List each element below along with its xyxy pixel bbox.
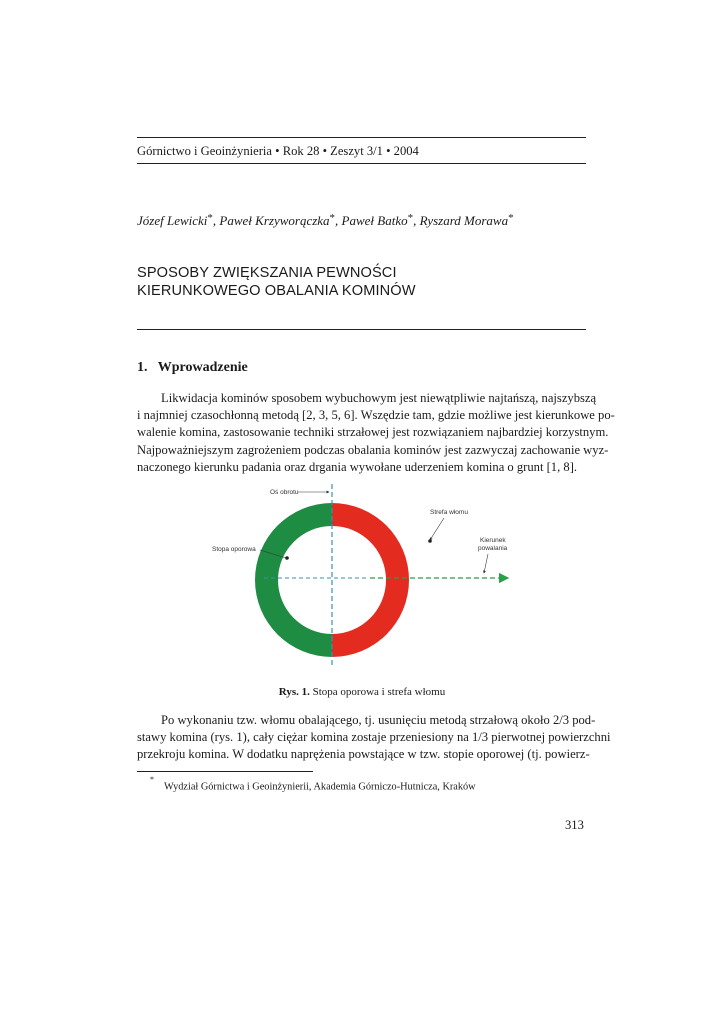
- support-label: Stopa oporowa: [212, 546, 256, 553]
- footnote-text: Wydział Górnictwa i Geoinżynierii, Akademia Górniczo-Hutnicza, Kraków: [164, 781, 476, 793]
- direction-pointer: [484, 554, 488, 573]
- paper-title: [137, 264, 416, 300]
- journal-header: Górnictwo i Geoinżynieria • Rok 28 • Zeszyt 3/1 • 2004: [137, 144, 419, 158]
- footnote: [150, 775, 476, 793]
- paragraph-line: Po wykonaniu tzw. włomu obalającego, tj. usunięciu metodą strzałową około 2/3 pod-: [161, 713, 596, 727]
- support-zone-ring: [255, 503, 332, 657]
- author-1-mark: *: [207, 212, 213, 224]
- paragraph-line: przekroju komina. W dodatku naprężenia powstające w tzw. stopie oporowej (tj. powierz-: [137, 747, 590, 762]
- caption-label: Rys. 1.: [278, 686, 310, 698]
- figure-caption: [0, 686, 724, 698]
- zone-label: Strefa włomu: [430, 509, 468, 516]
- zone-pointer: [430, 518, 444, 540]
- footnote-mark: *: [150, 775, 154, 784]
- paragraph-intro: [137, 390, 615, 476]
- paragraph-line: i najmniej czasochłonną metodą [2, 3, 5, 6]. Wszędzie tam, gdzie możliwe jest kierunkowe po-: [137, 408, 615, 423]
- direction-label-2: powalania: [478, 545, 508, 552]
- title-line-2: KIERUNKOWEGO OBALANIA KOMINÓW: [137, 283, 416, 299]
- header-top-rule: [137, 137, 586, 138]
- paragraph-continuation: [137, 712, 611, 764]
- author-separator: ,: [335, 213, 342, 228]
- paragraph-line: stawy komina (rys. 1), cały ciężar komina zostaje przeniesiony na 1/3 pierwotnej powierzchni: [137, 730, 611, 745]
- direction-label-1: Kierunek: [480, 537, 506, 544]
- zone-pointer-dot: [428, 539, 432, 543]
- author-2-mark: *: [329, 212, 336, 224]
- paragraph-line: Najpoważniejszym zagrożeniem podczas obalania kominów jest zazwyczaj zachowanie wyz-: [137, 442, 609, 457]
- author-2: Paweł Krzyworączka: [219, 213, 330, 228]
- author-4: Ryszard Morawa: [419, 213, 509, 228]
- title-rule: [137, 329, 586, 330]
- section-heading: 1. Wprowadzenie: [137, 360, 248, 375]
- page-number: 313: [565, 818, 584, 832]
- footnote-rule: [137, 771, 313, 772]
- figure-diagram: [208, 478, 518, 672]
- paragraph-line: walenie komina, zastosowanie techniki strzałowej jest rozwiązaniem najbardziej korzystnym.: [137, 425, 609, 440]
- author-separator: ,: [413, 213, 420, 228]
- author-4-mark: *: [508, 212, 514, 224]
- breach-zone-ring: [332, 503, 409, 657]
- caption-text: Stopa oporowa i strefa włomu: [309, 686, 446, 698]
- header-bottom-rule: [137, 163, 586, 164]
- title-line-1: SPOSOBY ZWIĘKSZANIA PEWNOŚCI: [137, 265, 397, 281]
- support-pointer-dot: [285, 556, 289, 560]
- author-separator: ,: [212, 213, 220, 228]
- author-3-mark: *: [407, 212, 414, 224]
- axis-label: Oś obrotu: [270, 489, 299, 496]
- figure-1: [208, 478, 518, 672]
- paragraph-line: naczonego kierunku padania oraz drgania wywołane uderzeniem komina o grunt [1, 8].: [137, 459, 578, 474]
- author-list: [137, 213, 514, 229]
- author-3: Paweł Batko: [341, 213, 408, 228]
- paragraph-line: Likwidacja kominów sposobem wybuchowym jest niewątpliwie najtańszą, najszybszą: [161, 391, 597, 405]
- author-1: Józef Lewicki: [137, 213, 208, 228]
